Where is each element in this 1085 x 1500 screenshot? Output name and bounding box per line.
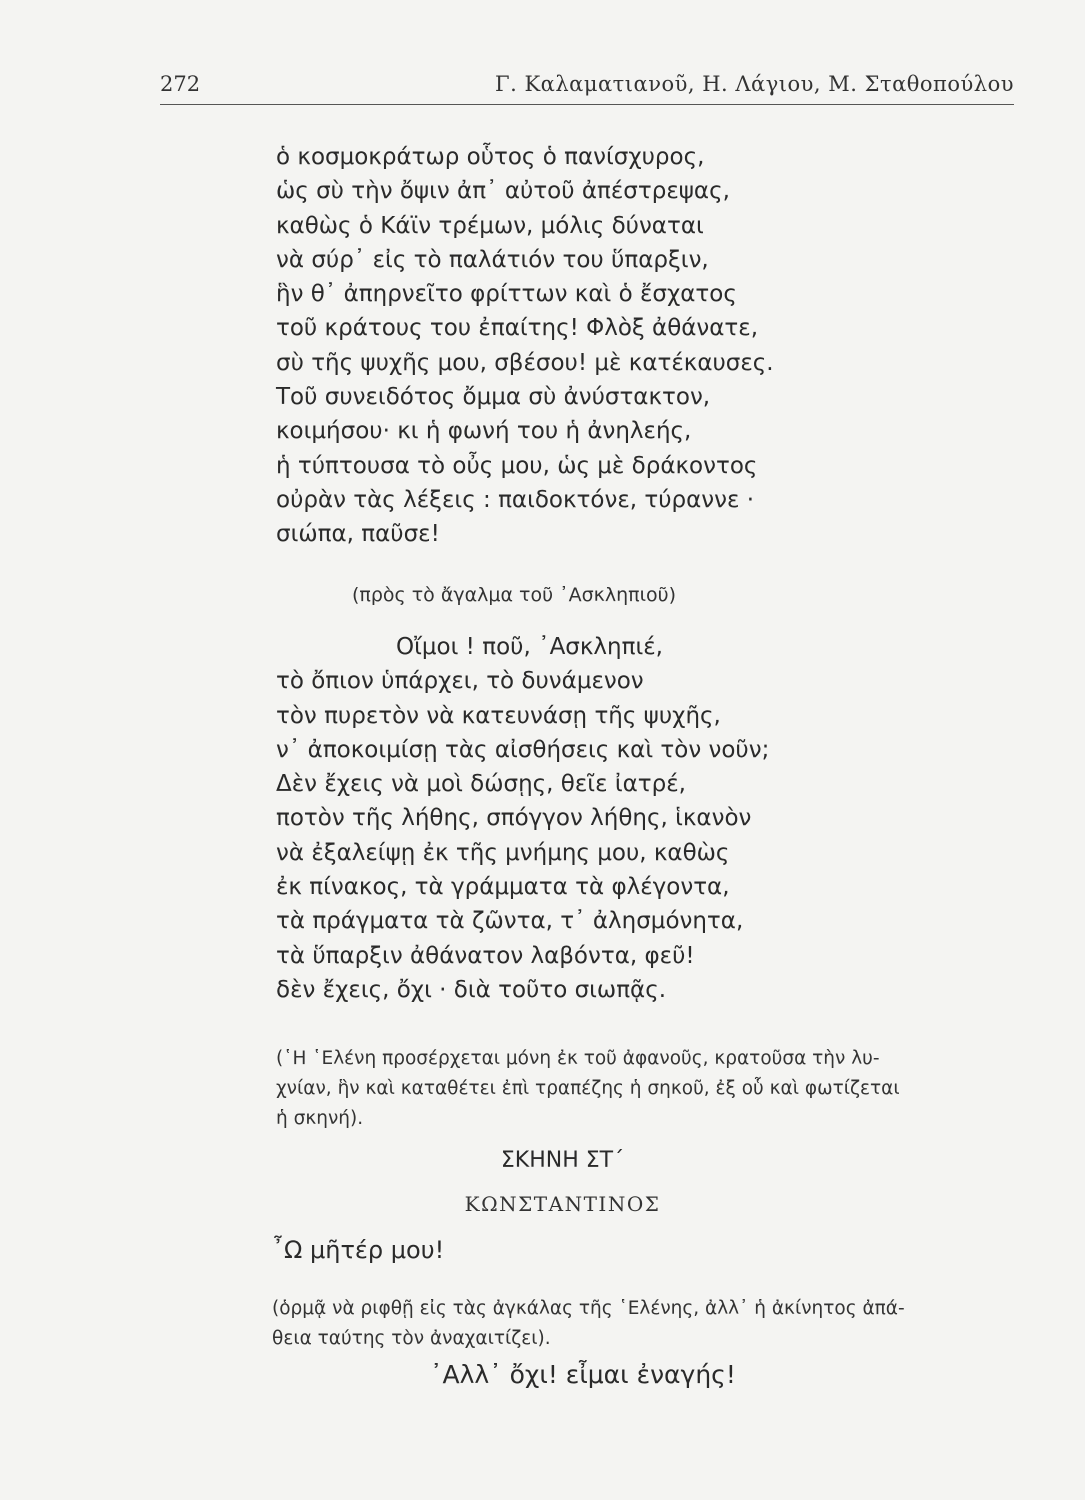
stage-direction-line: ἡ σκηνή). xyxy=(276,1108,364,1129)
stage-direction-1: (πρὸς τὸ ἄγαλμα τοῦ ᾿Ασκληπιοῦ) xyxy=(352,584,677,606)
verse-line: οὐρὰν τὰς λέξεις : παιδοκτόνε, τύραννε · xyxy=(276,486,755,513)
verse-line: δὲν ἔχεις, ὄχι · διὰ τοῦτο σιωπᾷς. xyxy=(276,976,667,1003)
verse-line: νὰ σύρ᾽ εἰς τὸ παλάτιόν του ὕπαρξιν, xyxy=(276,246,709,273)
page-number: 272 xyxy=(160,72,201,96)
verse-line: ἣν θ᾽ ἀπηρνεῖτο φρίττων καὶ ὁ ἔσχατος xyxy=(276,281,737,308)
verse-block-1 xyxy=(276,140,774,552)
verse-line: Δὲν ἔχεις νὰ μοὶ δώσῃς, θεῖε ἰατρέ, xyxy=(276,771,686,798)
verse-line: ν᾽ ἀποκοιμίσῃ τὰς αἰσθήσεις καὶ τὸν νοῦν; xyxy=(276,736,770,763)
verse-line: τὸ ὄπιον ὑπάρχει, τὸ δυνάμενον xyxy=(276,668,644,695)
verse-line: σιώπα, παῦσε! xyxy=(276,521,440,548)
verse-line: τὰ πράγματα τὰ ζῶντα, τ᾽ ἀλησμόνητα, xyxy=(276,908,744,935)
verse-line: ὁ κοσμοκράτωρ οὗτος ὁ πανίσχυρος, xyxy=(276,144,705,170)
verse-line: καθὼς ὁ Κάϊν τρέμων, μόλις δύναται xyxy=(276,212,704,239)
verse-line: τὰ ὕπαρξιν ἀθάνατον λαβόντα, φεῦ! xyxy=(276,942,695,969)
speech-line: ῏Ω μῆτέρ μου! xyxy=(272,1236,445,1264)
stage-direction-line: (῾Η ῾Ελένη προσέρχεται μόνη ἐκ τοῦ ἀφανοῦς, κρατοῦσα τὴν λυ- xyxy=(276,1048,880,1069)
verse-line: κοιμήσου· κι ἡ φωνή του ἡ ἀνηλεής, xyxy=(276,418,692,445)
verse-line: σὺ τῆς ψυχῆς μου, σβέσου! μὲ κατέκαυσες. xyxy=(276,349,774,376)
scene-title: ΣΚΗΝΗ ΣΤ΄ xyxy=(500,1148,625,1173)
verse-line: ἐκ πίνακος, τὰ γράμματα τὰ φλέγοντα, xyxy=(276,874,730,901)
stage-direction-2 xyxy=(276,1044,1016,1134)
verse-block-2 xyxy=(276,630,769,1007)
verse-line: ὡς σὺ τὴν ὄψιν ἀπ᾽ αὐτοῦ ἀπέστρεψας, xyxy=(276,178,730,205)
page-header xyxy=(160,70,1014,105)
verse-line: ἡ τύπτουσα τὸ οὖς μου, ὡς μὲ δράκοντος xyxy=(276,452,758,479)
verse-line: νὰ ἐξαλείψῃ ἐκ τῆς μνήμης μου, καθὼς xyxy=(276,839,730,866)
stage-direction-line: θεια ταύτης τὸν ἀναχαιτίζει). xyxy=(272,1328,551,1349)
verse-line: ποτὸν τῆς λήθης, σπόγγον λήθης, ἱκανὸν xyxy=(276,805,752,832)
character-name: ΚΩΝΣΤΑΝΤΙΝΟΣ xyxy=(464,1192,661,1216)
speech-line: ᾿Αλλ᾽ ὄχι! εἶμαι ἐναγής! xyxy=(430,1360,736,1389)
stage-direction-3 xyxy=(272,1294,1022,1354)
stage-direction-line: (ὁρμᾷ νὰ ριφθῇ εἰς τὰς ἀγκάλας τῆς ῾Ελένης, ἀλλ᾽ ἡ ἀκίνητος ἀπά- xyxy=(272,1298,905,1319)
verse-line: τοῦ κράτους του ἐπαίτης! Φλὸξ ἀθάνατε, xyxy=(276,315,759,342)
verse-line: Τοῦ συνειδότος ὄμμα σὺ ἀνύστακτον, xyxy=(276,384,711,411)
verse-line: Οἴμοι ! ποῦ, ᾿Ασκληπιέ, xyxy=(396,634,663,660)
running-head: Γ. Καλαματιανοῦ, Η. Λάγιου, Μ. Σταθοπούλου xyxy=(495,72,1014,96)
stage-direction-line: χνίαν, ἣν καὶ καταθέτει ἐπὶ τραπέζης ἡ σηκοῦ, ἐξ οὗ καὶ φωτίζεται xyxy=(276,1078,900,1099)
verse-line: τὸν πυρετὸν νὰ κατευνάσῃ τῆς ψυχῆς, xyxy=(276,702,721,729)
